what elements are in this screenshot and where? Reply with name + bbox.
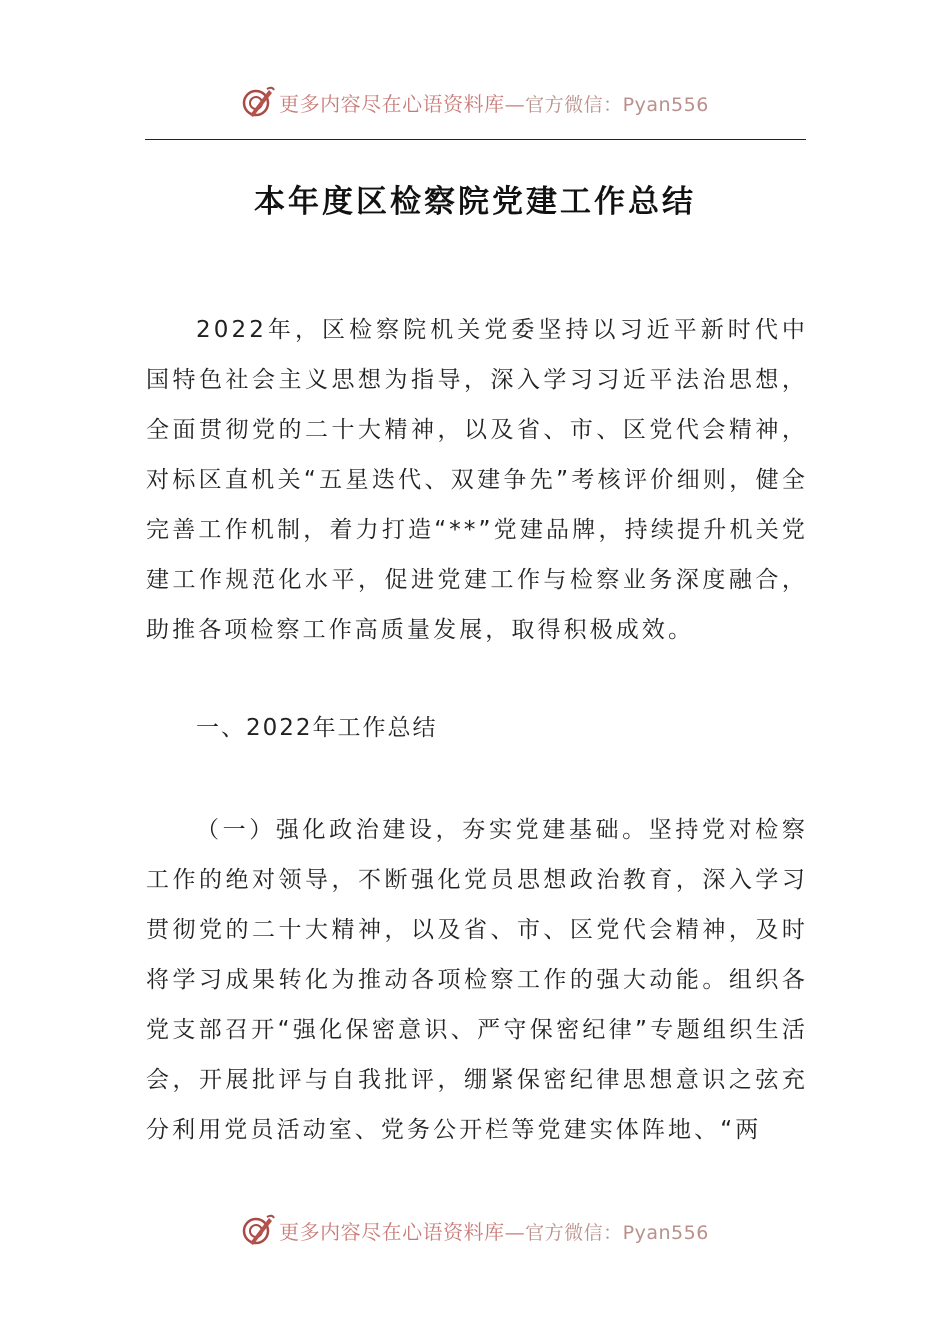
section-paragraph-block [146,805,808,1155]
intro-paragraph-block [146,305,808,655]
page-title: 本年度区检察院党建工作总结 [254,184,696,220]
header-divider [145,139,806,140]
header-banner-text: 更多内容尽在心语资料库—官方微信：Pyan556 [279,91,709,116]
section-heading: 一、2022年工作总结 [196,715,438,741]
footer-banner [0,1210,950,1250]
pen-circle-logo-icon [241,85,275,119]
intro-paragraph: 2022年，区检察院机关党委坚持以习近平新时代中国特色社会主义思想为指导，深入学习习近平法治思想，全面贯彻党的二十大精神，以及省、市、区党代会精神，对标区直机关“五星迭代、双建争先”考核评价细则，健全完善工作机制，着力打造“**”党建品牌，持续提升机关党建工作规范化水平，促进党建工作与检察业务深度融合，助推各项检察工作高质量发展，取得积极成效。 [146,317,808,643]
header-banner [0,82,950,122]
pen-circle-logo-icon [241,1213,275,1247]
section-paragraph: （一）强化政治建设，夯实党建基础。坚持党对检察工作的绝对领导，不断强化党员思想政治教育，深入学习贯彻党的二十大精神，以及省、市、区党代会精神，及时将学习成果转化为推动各项检察工作的强大动能。组织各党支部召开“强化保密意识、严守保密纪律”专题组织生活会，开展批评与自我批评，绷紧保密纪律思想意识之弦充分利用党员活动室、党务公开栏等党建实体阵地、“两 [146,817,808,1143]
section-heading-block [146,703,808,753]
footer-banner-text: 更多内容尽在心语资料库—官方微信：Pyan556 [279,1219,709,1244]
